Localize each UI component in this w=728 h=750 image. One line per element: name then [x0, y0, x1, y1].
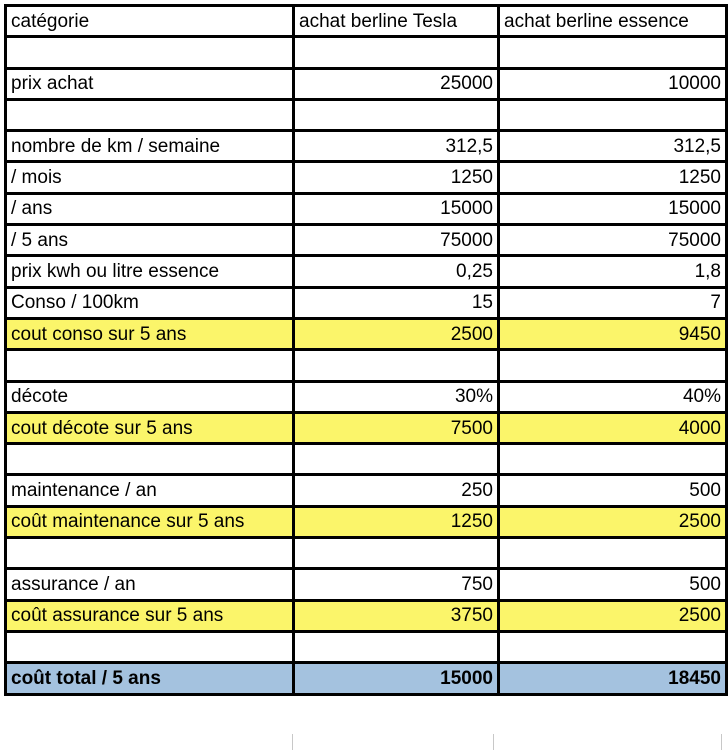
table-row	[6, 600, 727, 631]
table-row	[6, 256, 727, 287]
cell-tesla[interactable]	[294, 99, 499, 130]
cell-tesla[interactable]: 25000	[294, 68, 499, 99]
table-row	[6, 506, 727, 537]
table-row	[6, 162, 727, 193]
table-row	[6, 225, 727, 256]
cell-tesla[interactable]: 312,5	[294, 131, 499, 162]
total-row	[6, 663, 727, 694]
cell-tesla[interactable]: 250	[294, 475, 499, 506]
cell-tesla[interactable]: 15000	[294, 193, 499, 224]
cell-category[interactable]	[6, 444, 294, 475]
cell-category[interactable]: / ans	[6, 193, 294, 224]
cell-gasoline[interactable]: 10000	[499, 68, 727, 99]
table-row	[6, 381, 727, 412]
empty-row	[6, 538, 727, 569]
cell-gasoline[interactable]: 1250	[499, 162, 727, 193]
cell-tesla[interactable]	[294, 631, 499, 662]
cell-gasoline[interactable]: 2500	[499, 600, 727, 631]
cell-gasoline[interactable]: 1,8	[499, 256, 727, 287]
table-row	[6, 412, 727, 443]
cell-category[interactable]: coût total / 5 ans	[6, 663, 294, 694]
table-row	[6, 569, 727, 600]
cell-tesla[interactable]	[294, 37, 499, 68]
cell-category[interactable]: cout décote sur 5 ans	[6, 412, 294, 443]
cell-category[interactable]: décote	[6, 381, 294, 412]
cell-tesla[interactable]: 2500	[294, 318, 499, 349]
cell-tesla[interactable]: 15000	[294, 663, 499, 694]
empty-row	[6, 99, 727, 130]
cell-gasoline[interactable]	[499, 538, 727, 569]
table-row	[6, 193, 727, 224]
cell-category[interactable]	[6, 631, 294, 662]
cell-category[interactable]: prix kwh ou litre essence	[6, 256, 294, 287]
cell-gasoline[interactable]	[499, 350, 727, 381]
empty-row	[6, 444, 727, 475]
cell-gasoline[interactable]: 75000	[499, 225, 727, 256]
cell-tesla[interactable]	[294, 444, 499, 475]
header-cell-tesla[interactable]: achat berline Tesla	[294, 6, 499, 37]
cell-gasoline[interactable]: 500	[499, 569, 727, 600]
table-row	[6, 318, 727, 349]
cell-gasoline[interactable]: 7	[499, 287, 727, 318]
cell-category[interactable]: / mois	[6, 162, 294, 193]
cell-category[interactable]: maintenance / an	[6, 475, 294, 506]
cell-tesla[interactable]: 0,25	[294, 256, 499, 287]
cell-tesla[interactable]: 1250	[294, 506, 499, 537]
cell-category[interactable]: / 5 ans	[6, 225, 294, 256]
cell-category[interactable]: Conso / 100km	[6, 287, 294, 318]
cell-gasoline[interactable]	[499, 37, 727, 68]
cell-gasoline[interactable]: 9450	[499, 318, 727, 349]
cell-tesla[interactable]: 7500	[294, 412, 499, 443]
header-cell-gasoline[interactable]: achat berline essence	[499, 6, 727, 37]
cell-gasoline[interactable]: 312,5	[499, 131, 727, 162]
header-cell-category[interactable]: catégorie	[6, 6, 294, 37]
sheet-gridline	[721, 734, 722, 750]
cell-tesla[interactable]: 3750	[294, 600, 499, 631]
table-row	[6, 131, 727, 162]
cell-category[interactable]	[6, 37, 294, 68]
cell-gasoline[interactable]: 40%	[499, 381, 727, 412]
header-row	[6, 6, 727, 37]
cell-gasoline[interactable]: 2500	[499, 506, 727, 537]
cell-gasoline[interactable]: 4000	[499, 412, 727, 443]
cell-category[interactable]	[6, 99, 294, 130]
cell-category[interactable]	[6, 350, 294, 381]
cell-gasoline[interactable]	[499, 99, 727, 130]
cell-category[interactable]: cout conso sur 5 ans	[6, 318, 294, 349]
cell-category[interactable]: assurance / an	[6, 569, 294, 600]
cell-tesla[interactable]	[294, 538, 499, 569]
sheet-gridline	[493, 734, 494, 750]
cell-category[interactable]: prix achat	[6, 68, 294, 99]
cell-tesla[interactable]: 75000	[294, 225, 499, 256]
cell-category[interactable]	[6, 538, 294, 569]
cell-gasoline[interactable]: 15000	[499, 193, 727, 224]
empty-row	[6, 37, 727, 68]
table-row	[6, 68, 727, 99]
cell-gasoline[interactable]	[499, 631, 727, 662]
cell-gasoline[interactable]	[499, 444, 727, 475]
cell-category[interactable]: nombre de km / semaine	[6, 131, 294, 162]
cost-comparison-table	[4, 4, 728, 696]
empty-row	[6, 350, 727, 381]
cell-tesla[interactable]: 15	[294, 287, 499, 318]
cell-tesla[interactable]: 30%	[294, 381, 499, 412]
cell-gasoline[interactable]: 500	[499, 475, 727, 506]
cell-category[interactable]: coût maintenance sur 5 ans	[6, 506, 294, 537]
cell-gasoline[interactable]: 18450	[499, 663, 727, 694]
table-row	[6, 475, 727, 506]
table-row	[6, 287, 727, 318]
cell-tesla[interactable]: 750	[294, 569, 499, 600]
empty-row	[6, 631, 727, 662]
cell-tesla[interactable]	[294, 350, 499, 381]
sheet-gridline	[292, 734, 293, 750]
cell-tesla[interactable]: 1250	[294, 162, 499, 193]
cell-category[interactable]: coût assurance sur 5 ans	[6, 600, 294, 631]
